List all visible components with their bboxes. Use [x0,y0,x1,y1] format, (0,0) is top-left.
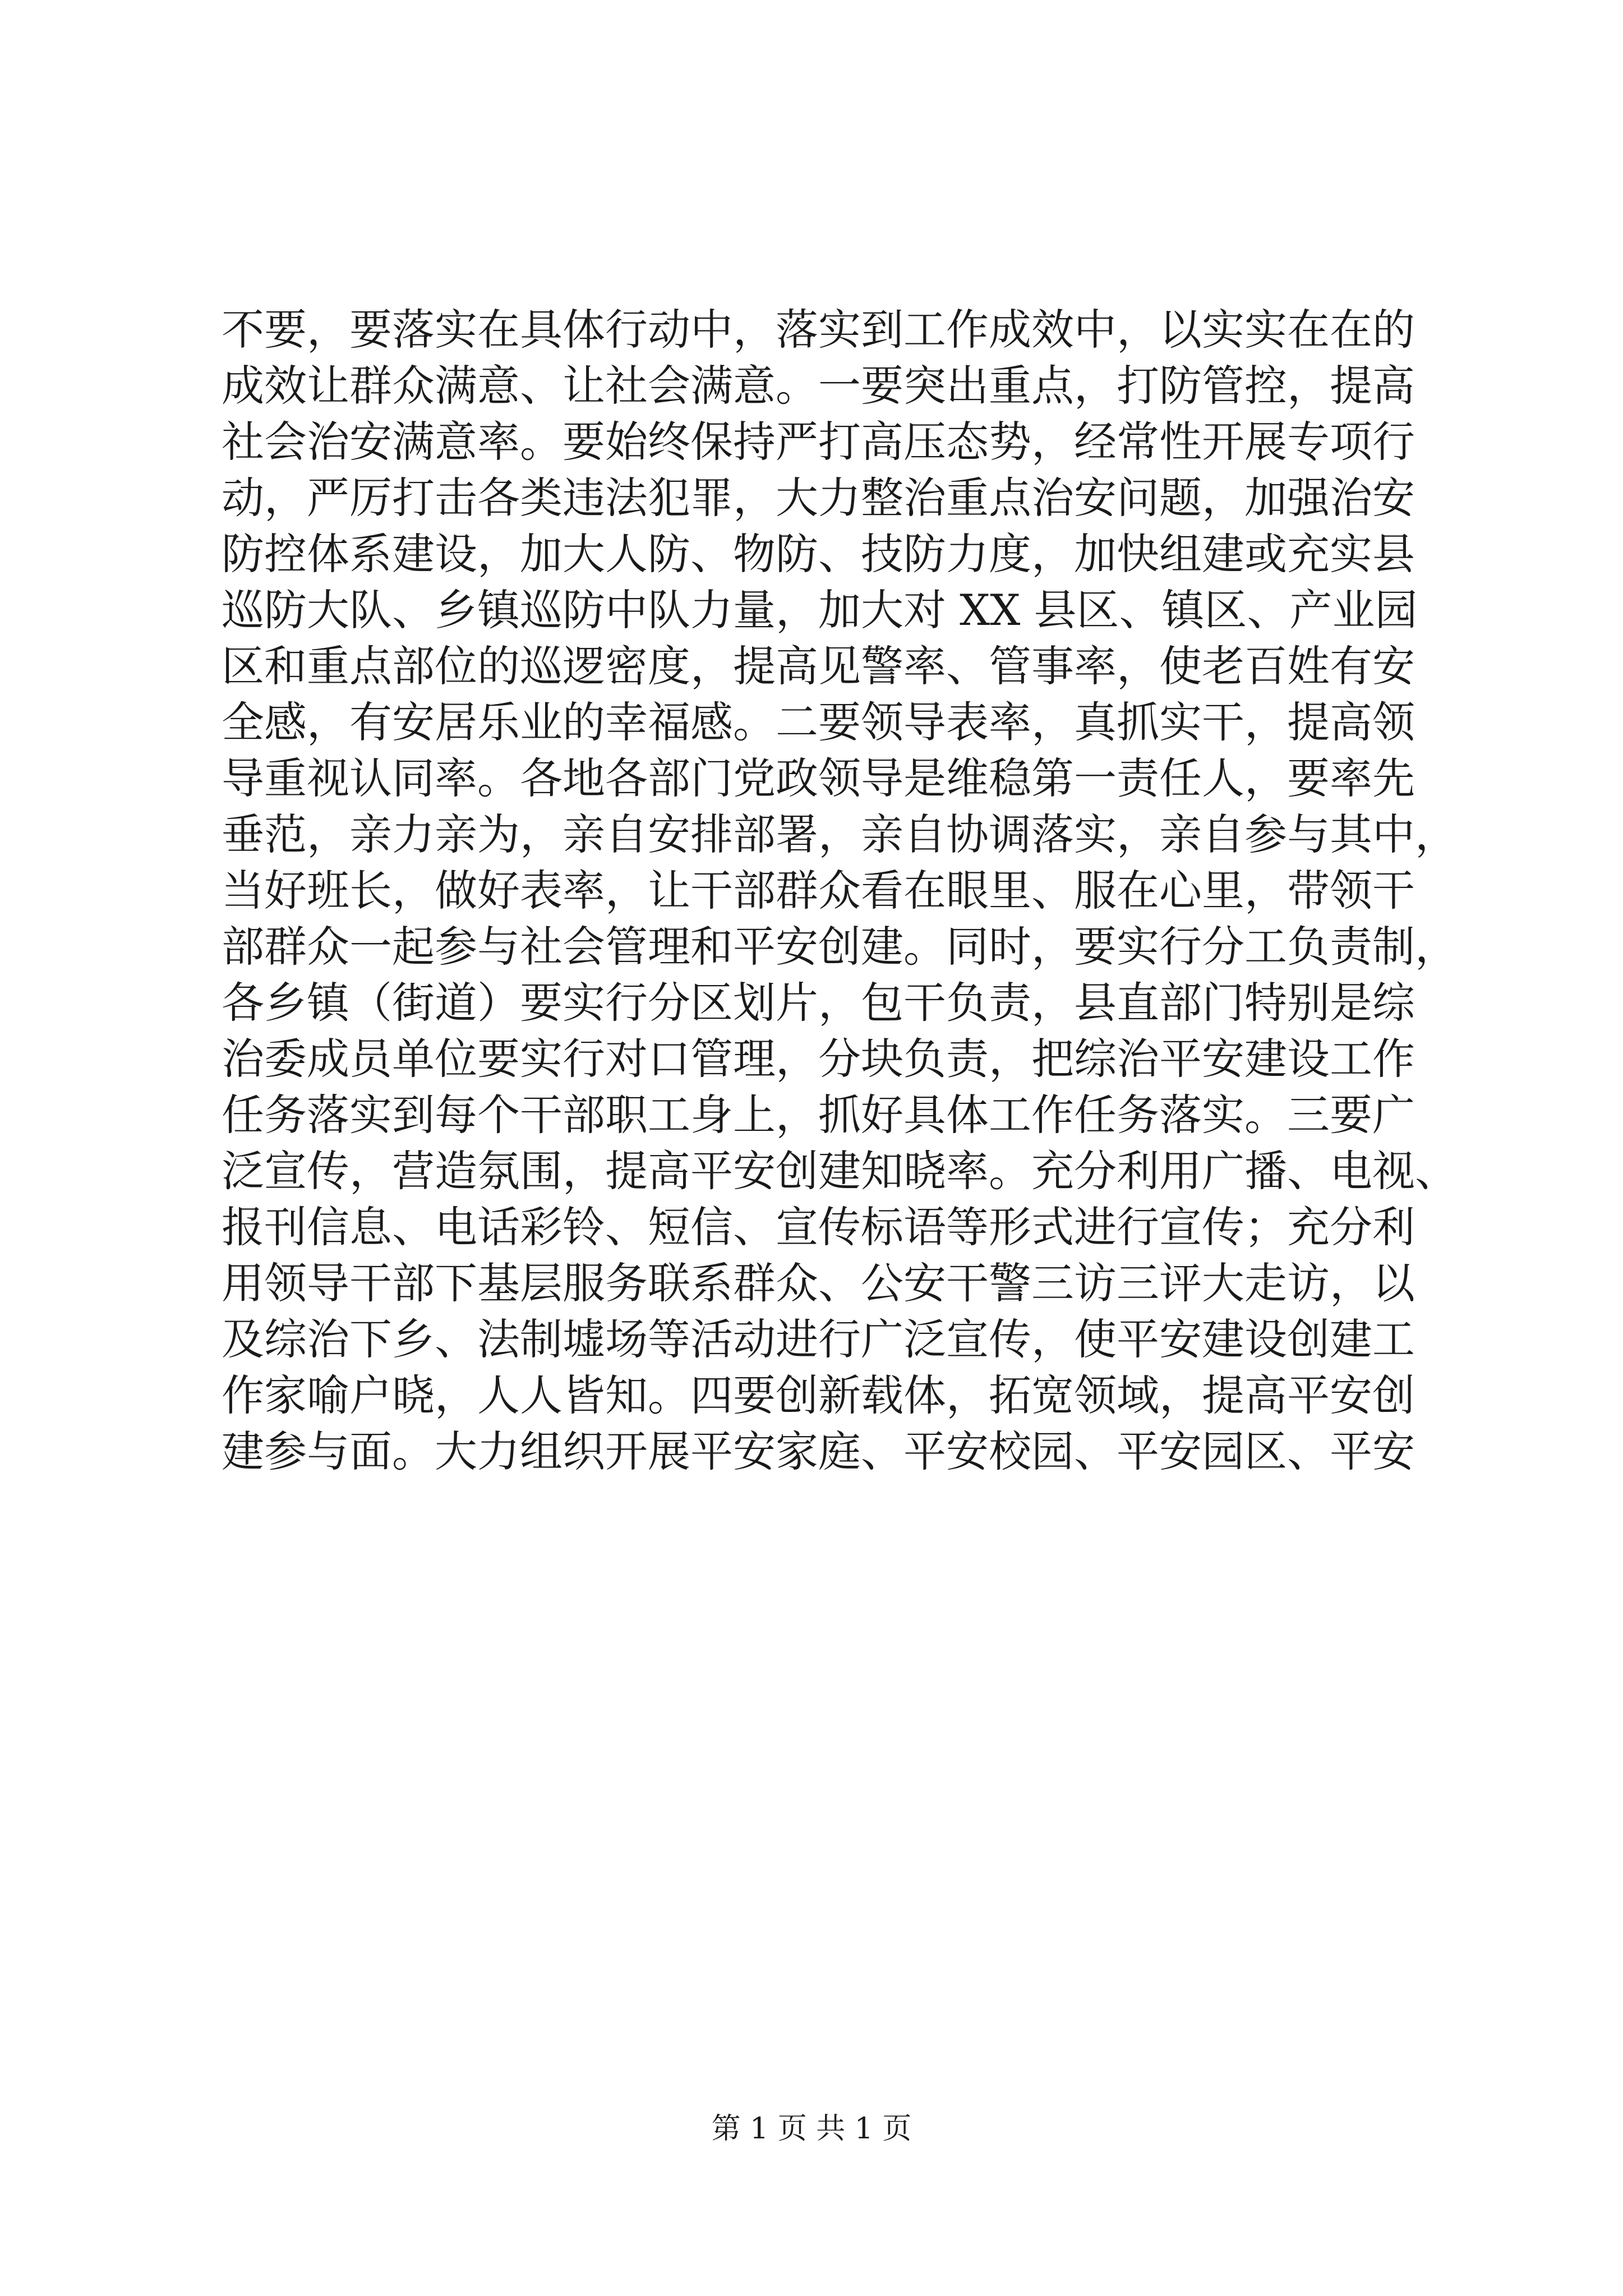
page-footer: 第 1 页 共 1 页 [711,2112,912,2146]
text-line: 及综治下乡、法制墟场等活动进行广泛宣传，使平安建设创建工 [222,1314,1415,1364]
text-line: 泛宣传，营造氛围，提高平安创建知晓率。充分利用广播、电视、 [222,1146,1458,1196]
text-line: 建参与面。大力组织开展平安家庭、平安校园、平安园区、平安 [222,1427,1415,1476]
text-line: 报刊信息、电话彩铃、短信、宣传标语等形式进行宣传；充分利 [222,1202,1415,1252]
text-line: 治委成员单位要实行对口管理，分块负责，把综治平安建设工作 [222,1034,1415,1084]
text-line: 作家喻户晓，人人皆知。四要创新载体，拓宽领域，提高平安创 [222,1370,1415,1420]
body-text [222,302,1458,1480]
text-line: 防控体系建设，加大人防、物防、技防力度，加快组建或充实县 [222,529,1415,579]
text-line: 区和重点部位的巡逻密度，提高见警率、管事率，使老百姓有安 [222,641,1415,691]
text-line: 垂范，亲力亲为，亲自安排部署，亲自协调落实，亲自参与其中， [222,809,1458,859]
text-line: 动，严厉打击各类违法犯罪，大力整治重点治安问题，加强治安 [222,473,1415,523]
text-line: 任务落实到每个干部职工身上，抓好具体工作任务落实。三要广 [222,1090,1415,1140]
text-line: 各乡镇（街道）要实行分区划片，包干负责，县直部门特别是综 [222,978,1415,1028]
text-line: 导重视认同率。各地各部门党政领导是维稳第一责任人，要率先 [222,753,1415,803]
text-line: 当好班长，做好表率，让干部群众看在眼里、服在心里，带领干 [222,866,1415,915]
text-line: 巡防大队、乡镇巡防中队力量，加大对 XX 县区、镇区、产业园 [222,585,1418,635]
text-line: 部群众一起参与社会管理和平安创建。同时，要实行分工负责制， [222,922,1458,972]
text-line: 社会治安满意率。要始终保持严打高压态势，经常性开展专项行 [222,417,1415,467]
text-line: 成效让群众满意、让社会满意。一要突出重点，打防管控，提高 [222,361,1415,411]
text-line: 全感，有安居乐业的幸福感。二要领导表率，真抓实干，提高领 [222,697,1415,747]
text-line: 用领导干部下基层服务联系群众、公安干警三访三评大走访，以 [222,1258,1415,1308]
text-line: 不要，要落实在具体行动中，落实到工作成效中，以实实在在的 [222,305,1415,355]
